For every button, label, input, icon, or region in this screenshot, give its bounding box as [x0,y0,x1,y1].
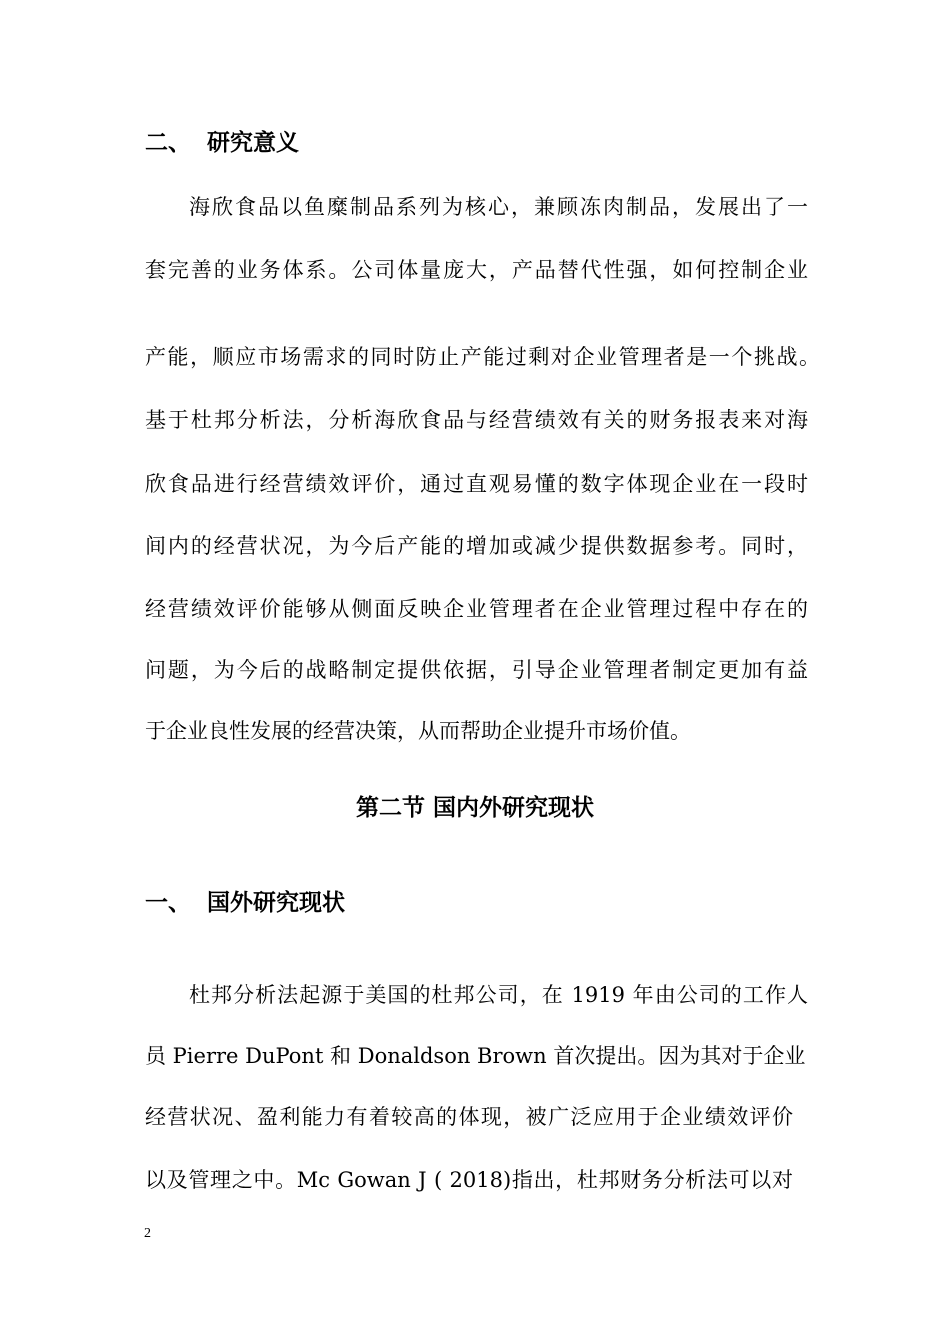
section-heading-research-significance [145,128,299,158]
paragraph-line: 经营状况、盈利能力有着较高的体现，被广泛应用于企业绩效评价 [145,1105,793,1129]
paragraph-line: 员 Pierre DuPont 和 Donaldson Brown 首次提出。因为其对于企业 [145,1044,806,1068]
paragraph-line: 产能，顺应市场需求的同时防止产能过剩对企业管理者是一个挑战。 [145,345,820,369]
paragraph-line: 以及管理之中。Mc Gowan J ( 2018)指出，杜邦财务分析法可以对 [145,1168,793,1192]
heading-title: 国外研究现状 [207,890,345,916]
paragraph-line: 欣食品进行经营绩效评价，通过直观易懂的数字体现企业在一段时 [145,472,808,496]
heading-title: 研究意义 [207,130,299,156]
section-heading-foreign-research [145,888,345,918]
paragraph-line: 海欣食品以鱼糜制品系列为核心，兼顾冻肉制品，发展出了一 [189,195,808,219]
paragraph-line: 间内的经营状况，为今后产能的增加或减少提供数据参考。同时， [145,534,808,558]
heading-number: 二、 [145,130,191,156]
paragraph-line: 套完善的业务体系。公司体量庞大，产品替代性强，如何控制企业 [145,258,808,282]
heading-number: 一、 [145,890,191,916]
page-number: 2 [144,1226,151,1241]
paragraph-line: 于企业良性发展的经营决策，从而帮助企业提升市场价值。 [145,719,691,743]
paragraph-line: 经营绩效评价能够从侧面反映企业管理者在企业管理过程中存在的 [145,597,808,621]
paragraph-line: 基于杜邦分析法，分析海欣食品与经营绩效有关的财务报表来对海 [145,408,808,432]
paragraph-line: 杜邦分析法起源于美国的杜邦公司，在 1919 年由公司的工作人 [189,983,808,1007]
chapter-section-title: 第二节 国内外研究现状 [355,795,594,821]
paragraph-line: 问题，为今后的战略制定提供依据，引导企业管理者制定更加有益 [145,658,808,682]
